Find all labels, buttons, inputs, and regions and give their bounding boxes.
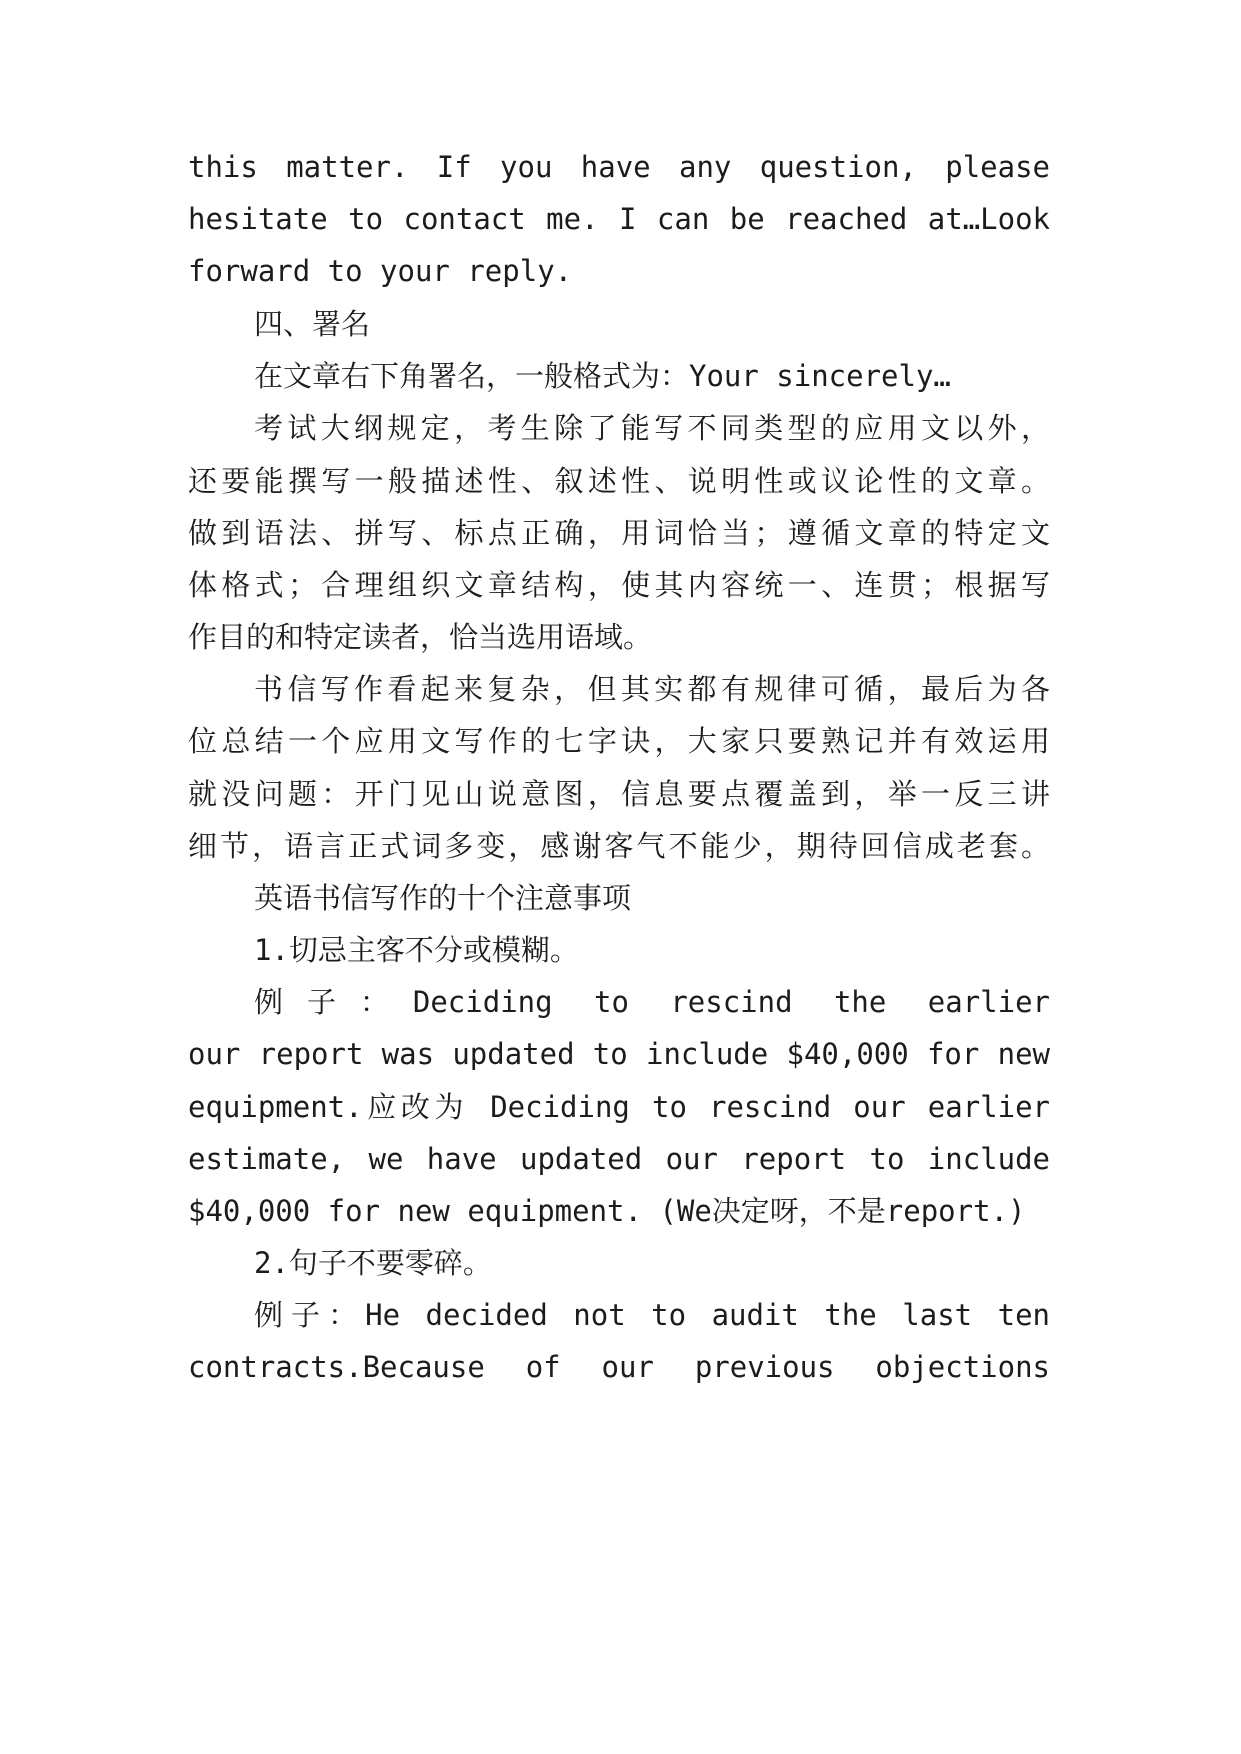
body-text-line: $40,000 for new equipment. (We决定呀，不是report.) [188,1194,1026,1228]
body-text-line: 书信写作看起来复杂，但其实都有规律可循，最后为各 [254,672,1050,706]
list-item: 2.句子不要零碎。 [254,1246,492,1280]
body-text-line: equipment.应改为 Deciding to rescind our earlier [188,1090,1050,1124]
body-text-line: this matter. If you have any question, please [188,150,1050,184]
body-text-line: 例子：Deciding to rescind the earlier [254,985,1050,1019]
section-heading: 英语书信写作的十个注意事项 [254,881,632,915]
body-text-line: 细节，语言正式词多变，感谢客气不能少，期待回信成老套。 [188,829,1050,863]
section-heading: 四、署名 [254,307,371,341]
body-text-line: contracts.Because of our previous objections [188,1350,1050,1384]
body-text-line: 例子：He decided not to audit the last ten [254,1298,1050,1332]
body-text-line: forward to your reply. [188,254,573,288]
body-text-line: hesitate to contact me. I can be reached at…Look [188,202,1050,236]
body-text-line: 体格式；合理组织文章结构，使其内容统一、连贯；根据写 [188,568,1050,602]
body-text-line: 在文章右下角署名，一般格式为：Your sincerely… [254,359,951,393]
list-item: 1.切忌主客不分或模糊。 [254,933,579,967]
body-text-line: estimate, we have updated our report to include [188,1142,1050,1176]
body-text-line: 做到语法、拼写、标点正确，用词恰当；遵循文章的特定文 [188,516,1050,550]
body-text-line: our report was updated to include $40,000 for new [188,1037,1050,1071]
body-text-line: 考试大纲规定，考生除了能写不同类型的应用文以外， [254,411,1050,445]
body-text-line: 就没问题：开门见山说意图，信息要点覆盖到，举一反三讲 [188,777,1050,811]
body-text-line: 还要能撰写一般描述性、叙述性、说明性或议论性的文章。 [188,464,1050,498]
body-text-line: 作目的和特定读者，恰当选用语域。 [188,620,653,654]
body-text-line: 位总结一个应用文写作的七字诀，大家只要熟记并有效运用 [188,724,1050,758]
